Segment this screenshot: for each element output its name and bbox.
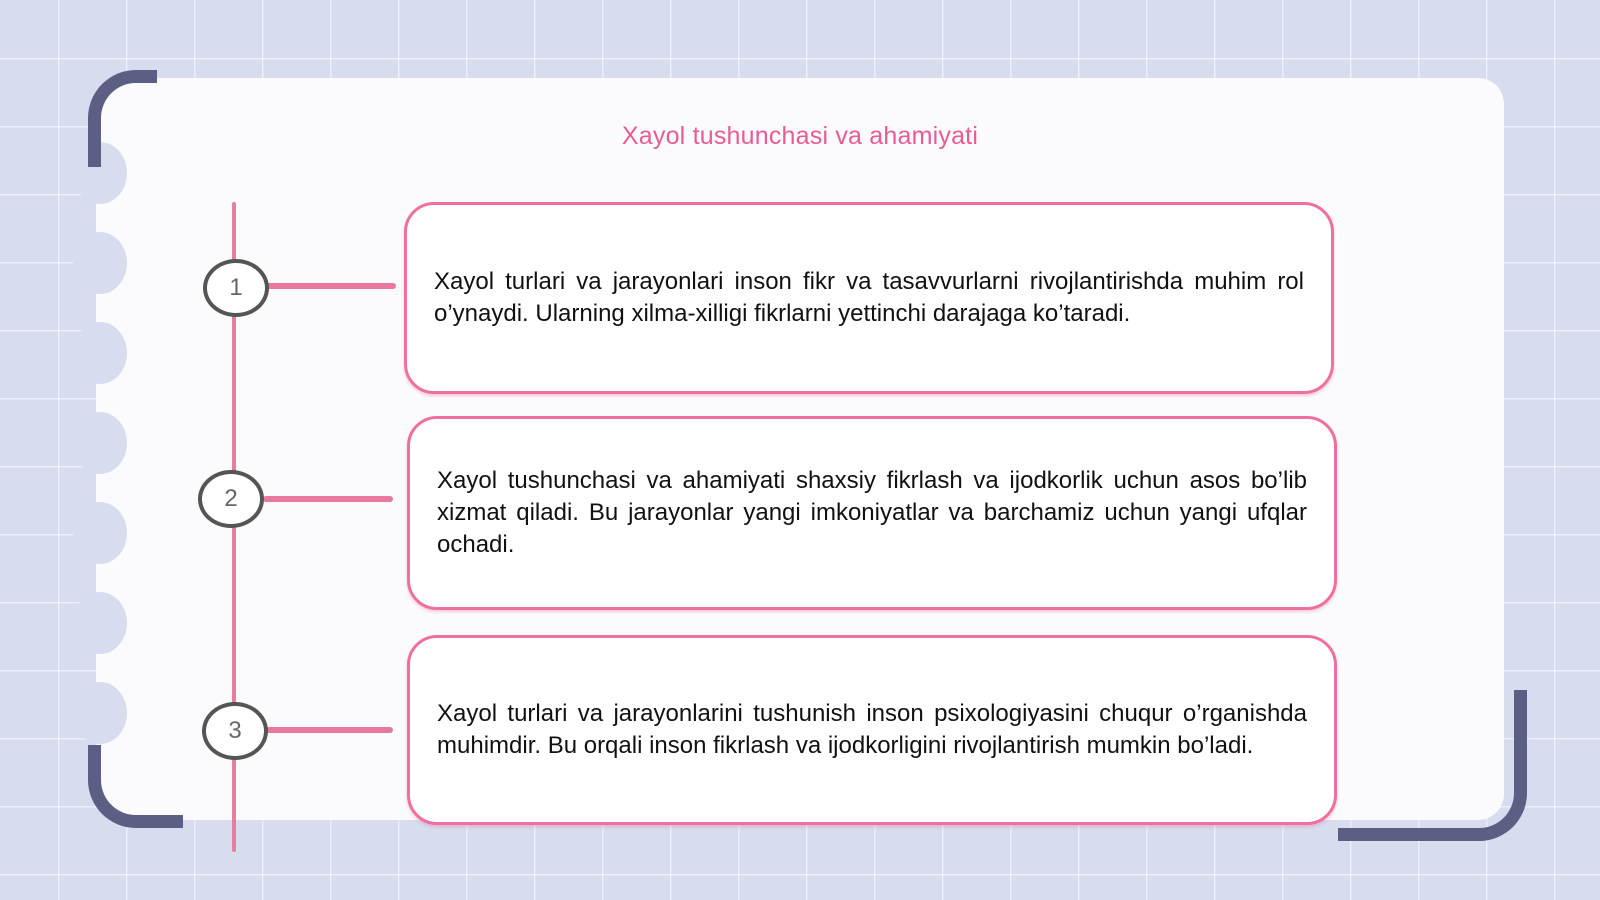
slide-title: Xayol tushunchasi va ahamiyati (621, 122, 979, 150)
frame-corner-bottom-left (88, 745, 183, 828)
paper-scallop (73, 682, 127, 744)
paper-scallop (73, 232, 127, 294)
timeline-connector (266, 727, 393, 733)
step-text: Xayol turlari va jarayonlari inson fikr va tasavvurlarni rivojlantirishda muhim rol o’ynaydi. Ularning xilma-xilligi fikrlarni yettinchi darajaga ko’taradi. (434, 268, 1304, 327)
timeline-connector (263, 496, 393, 502)
paper-scallop (73, 502, 127, 564)
step-card (407, 416, 1337, 610)
step-card (407, 635, 1337, 825)
paper-scallop (73, 592, 127, 654)
step-text: Xayol tushunchasi va ahamiyati shaxsiy fikrlash va ijodkorlik uchun asos bo’lib xizmat qiladi. Bu jarayonlar yangi imkoniyatlar va barchamiz uchun yangi ufqlar ochadi. (437, 467, 1307, 558)
step-number-badge: 1 (203, 259, 269, 317)
step-number-badge: 2 (198, 470, 264, 528)
frame-corner-bottom-right (1338, 690, 1527, 841)
paper-scallop (73, 412, 127, 474)
timeline-connector (266, 283, 396, 289)
step-text: Xayol turlari va jarayonlarini tushunish inson psixologiyasini chuqur o’rganishda muhimdir. Bu orqali inson fikrlash va ijodkorligini rivojlantirish mumkin bo’ladi. (437, 700, 1307, 759)
paper-scallop (73, 322, 127, 384)
step-number-badge: 3 (202, 702, 268, 760)
frame-corner-top-left (88, 70, 157, 167)
step-card (404, 202, 1334, 394)
